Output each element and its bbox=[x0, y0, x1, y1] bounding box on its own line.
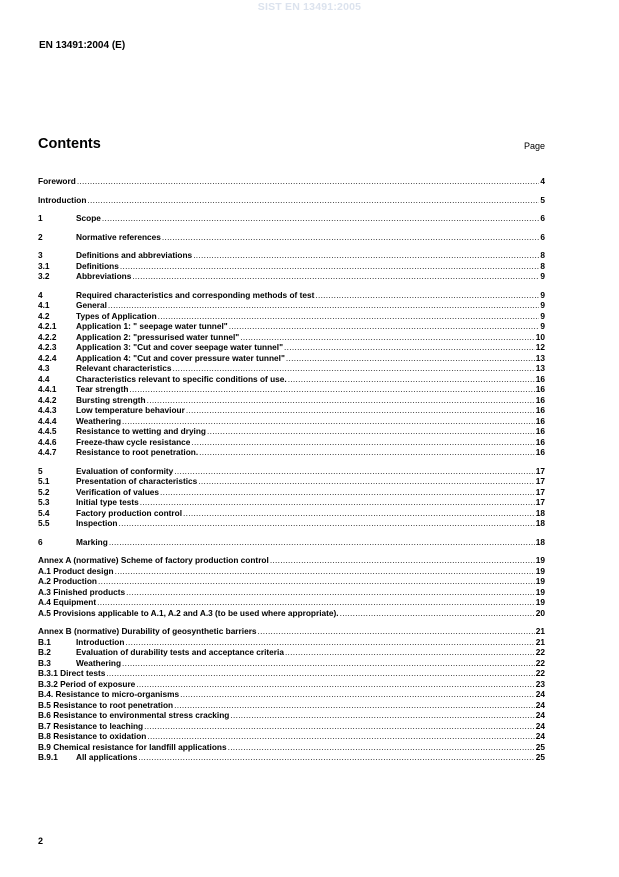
toc-entry-title: Tear strength bbox=[76, 384, 129, 394]
toc-entry-title: Annex A (normative) Scheme of factory production control bbox=[38, 555, 269, 565]
toc-entry-title: Types of Application bbox=[76, 310, 157, 321]
toc-entry-title: Application 3: "Cut and cover seepage water tunnel" bbox=[76, 342, 284, 352]
toc-entry-number: 4.4.3 bbox=[38, 405, 57, 415]
toc-dot-leader bbox=[102, 213, 539, 224]
toc-entry[interactable] bbox=[38, 342, 545, 353]
toc-entry[interactable] bbox=[38, 437, 545, 448]
toc-dot-leader bbox=[126, 587, 535, 598]
toc-entry-number: 5.1 bbox=[38, 476, 50, 486]
toc-dot-leader bbox=[288, 374, 535, 385]
toc-entry[interactable] bbox=[38, 195, 545, 206]
toc-entry-title: Annex B (normative) Durability of geosynthetic barriers bbox=[38, 626, 257, 636]
toc-entry-title: Presentation of characteristics bbox=[76, 476, 198, 486]
page-number: 2 bbox=[38, 836, 44, 846]
toc-entry-page: 13 bbox=[535, 363, 545, 373]
toc-entry-page: 18 bbox=[535, 536, 545, 547]
toc-entry-title: Bursting strength bbox=[76, 394, 146, 405]
document-header: EN 13491:2004 (E) bbox=[39, 40, 126, 51]
toc-entry[interactable] bbox=[38, 271, 545, 282]
toc-dot-leader bbox=[120, 261, 540, 272]
toc-dot-leader bbox=[136, 679, 534, 690]
toc-entry-number: 1 bbox=[38, 213, 43, 223]
toc-dot-leader bbox=[147, 731, 534, 742]
toc-entry[interactable] bbox=[38, 721, 545, 732]
toc-dot-leader bbox=[229, 321, 540, 332]
toc-entry-number: B.2 bbox=[38, 647, 51, 657]
toc-entry[interactable] bbox=[38, 647, 545, 658]
toc-dot-leader bbox=[119, 518, 535, 529]
toc-entry-number: 4.4.1 bbox=[38, 384, 57, 394]
toc-entry-page: 16 bbox=[535, 436, 545, 447]
toc-entry[interactable] bbox=[38, 487, 545, 498]
toc-entry[interactable] bbox=[38, 752, 545, 763]
toc-dot-leader bbox=[108, 300, 539, 311]
toc-dot-leader bbox=[129, 384, 534, 395]
toc-entry-title: A.3 Finished products bbox=[38, 586, 126, 597]
toc-dot-leader bbox=[98, 576, 535, 587]
toc-dot-leader bbox=[138, 752, 534, 763]
toc-dot-leader bbox=[315, 290, 539, 301]
toc-entry[interactable] bbox=[38, 466, 545, 477]
toc-entry-number: 4.4.5 bbox=[38, 426, 57, 436]
toc-entry-number: 3.2 bbox=[38, 271, 50, 281]
toc-entry-page: 25 bbox=[535, 741, 545, 752]
toc-entry-title: Weathering bbox=[76, 415, 122, 426]
toc-entry[interactable] bbox=[38, 742, 545, 753]
contents-title: Contents bbox=[38, 136, 101, 152]
toc-dot-leader bbox=[284, 342, 535, 353]
toc-entry-title: All applications bbox=[76, 752, 138, 762]
toc-entry-page: 17 bbox=[535, 497, 545, 507]
toc-entry-title: Factory production control bbox=[76, 507, 183, 518]
toc-entry-title: B.9 Chemical resistance for landfill applications bbox=[38, 741, 227, 752]
toc-entry-title: A.5 Provisions applicable to A.1, A.2 and A.3 (to be used where appropriate). bbox=[38, 607, 339, 618]
toc-entry[interactable] bbox=[38, 416, 545, 427]
toc-entry-title: Application 4: "Cut and cover pressure water tunnel" bbox=[76, 352, 285, 363]
toc-entry-page: 9 bbox=[540, 289, 545, 300]
toc-dot-leader bbox=[174, 466, 535, 477]
toc-entry-page: 17 bbox=[535, 476, 545, 486]
toc-dot-leader bbox=[285, 647, 535, 658]
toc-dot-leader bbox=[109, 537, 535, 548]
toc-entry[interactable] bbox=[38, 405, 545, 416]
toc-entry-page: 17 bbox=[535, 465, 545, 476]
toc-entry[interactable] bbox=[38, 658, 545, 669]
toc-entry-page: 4 bbox=[540, 176, 545, 186]
toc-entry-page: 25 bbox=[535, 752, 545, 762]
toc-entry-page: 18 bbox=[535, 518, 545, 528]
toc-entry-title: Verification of values bbox=[76, 486, 159, 497]
toc-entry-page: 17 bbox=[535, 486, 545, 497]
toc-entry-page: 22 bbox=[535, 647, 545, 657]
toc-dot-leader bbox=[258, 626, 535, 637]
toc-entry-title: A.2 Production bbox=[38, 576, 98, 586]
toc-entry-number: 6 bbox=[38, 536, 43, 547]
toc-entry[interactable] bbox=[38, 555, 545, 566]
toc-entry-number: 3 bbox=[38, 250, 43, 260]
toc-entry-number: B.3 bbox=[38, 657, 51, 668]
toc-dot-leader bbox=[286, 353, 535, 364]
toc-entry-page: 24 bbox=[535, 731, 545, 741]
page-column-label: Page bbox=[523, 141, 545, 151]
toc-entry[interactable] bbox=[38, 679, 545, 690]
toc-entry[interactable] bbox=[38, 290, 545, 301]
toc-entry-title: B.8 Resistance to oxidation bbox=[38, 731, 147, 741]
toc-entry-page: 20 bbox=[535, 607, 545, 618]
toc-dot-leader bbox=[125, 637, 534, 648]
toc-entry-number: 4.2.4 bbox=[38, 352, 57, 363]
toc-entry-number: 4.2.2 bbox=[38, 331, 57, 342]
toc-entry-number: 4.4.2 bbox=[38, 394, 57, 405]
toc-entry-page: 16 bbox=[535, 415, 545, 426]
toc-dot-leader bbox=[240, 332, 535, 343]
toc-entry-page: 12 bbox=[535, 342, 545, 352]
toc-entry-title: Relevant characteristics bbox=[76, 363, 172, 373]
toc-dot-leader bbox=[77, 176, 540, 187]
toc-entry-page: 24 bbox=[535, 689, 545, 699]
toc-entry-number: 4.4.6 bbox=[38, 436, 57, 447]
toc-dot-leader bbox=[132, 271, 539, 282]
toc-entry-page: 13 bbox=[535, 352, 545, 363]
toc-entry-number: B.9.1 bbox=[38, 752, 58, 762]
toc-entry-number: 4 bbox=[38, 289, 43, 300]
toc-entry-title: Marking bbox=[76, 536, 108, 547]
toc-entry-page: 16 bbox=[535, 373, 545, 384]
toc-dot-leader bbox=[87, 195, 539, 206]
toc-entry-number: 5.5 bbox=[38, 518, 50, 528]
toc-entry-title: Definitions bbox=[76, 260, 119, 271]
toc-entry[interactable] bbox=[38, 518, 545, 529]
toc-entry-page: 6 bbox=[540, 231, 545, 242]
toc-entry-title: A.4 Equipment bbox=[38, 597, 97, 607]
toc-entry-page: 8 bbox=[540, 260, 545, 271]
toc-entry-page: 16 bbox=[535, 426, 545, 436]
toc-entry[interactable] bbox=[38, 597, 545, 608]
toc-entry-number: 4.2.1 bbox=[38, 321, 57, 331]
toc-dot-leader bbox=[183, 508, 535, 519]
toc-entry-page: 23 bbox=[535, 678, 545, 689]
toc-entry-page: 10 bbox=[535, 331, 545, 342]
toc-entry[interactable] bbox=[38, 537, 545, 548]
table-of-contents bbox=[38, 176, 545, 763]
toc-dot-leader bbox=[186, 405, 535, 416]
toc-entry-page: 24 bbox=[535, 699, 545, 710]
toc-dot-leader bbox=[158, 311, 540, 322]
toc-dot-leader bbox=[140, 497, 535, 508]
toc-entry-title: Resistance to wetting and drying bbox=[76, 426, 207, 436]
toc-entry-page: 9 bbox=[540, 321, 545, 331]
toc-dot-leader bbox=[340, 608, 535, 619]
toc-entry[interactable] bbox=[38, 637, 545, 648]
toc-entry-title: B.3.2 Period of exposure bbox=[38, 678, 136, 689]
toc-entry-page: 19 bbox=[535, 576, 545, 586]
toc-entry-page: 22 bbox=[535, 657, 545, 668]
toc-entry-number: 4.2.3 bbox=[38, 342, 57, 352]
toc-entry[interactable] bbox=[38, 710, 545, 721]
toc-entry[interactable] bbox=[38, 587, 545, 598]
toc-entry-title: B.4. Resistance to micro-organisms bbox=[38, 689, 180, 699]
toc-entry-number: 4.1 bbox=[38, 300, 50, 310]
toc-entry[interactable] bbox=[38, 213, 545, 224]
toc-dot-leader bbox=[207, 426, 535, 437]
toc-entry-title: Scope bbox=[76, 213, 101, 223]
toc-dot-leader bbox=[115, 566, 535, 577]
toc-entry-page: 16 bbox=[535, 405, 545, 415]
toc-entry-number: 2 bbox=[38, 231, 43, 242]
toc-dot-leader bbox=[193, 250, 539, 261]
toc-entry-title: B.5 Resistance to root penetration bbox=[38, 699, 174, 710]
toc-dot-leader bbox=[199, 447, 535, 458]
toc-entry-title: Weathering bbox=[76, 657, 122, 668]
toc-entry-title: Characteristics relevant to specific conditions of use. bbox=[76, 373, 287, 384]
toc-entry[interactable] bbox=[38, 321, 545, 332]
toc-entry-title: Freeze-thaw cycle resistance bbox=[76, 436, 191, 447]
toc-entry[interactable] bbox=[38, 476, 545, 487]
toc-entry[interactable] bbox=[38, 176, 545, 187]
toc-entry-title: B.6 Resistance to environmental stress cracking bbox=[38, 710, 230, 720]
toc-entry[interactable] bbox=[38, 700, 545, 711]
toc-entry[interactable] bbox=[38, 566, 545, 577]
toc-entry-title: Initial type tests bbox=[76, 497, 139, 507]
toc-entry-title: Application 2: "pressurised water tunnel" bbox=[76, 331, 240, 342]
toc-entry-page: 19 bbox=[535, 586, 545, 597]
toc-entry-title: B.3.1 Direct tests bbox=[38, 668, 106, 678]
toc-entry-number: 3.1 bbox=[38, 260, 50, 271]
toc-entry-title: Required characteristics and corresponding methods of test bbox=[76, 289, 315, 300]
toc-dot-leader bbox=[228, 742, 535, 753]
toc-entry-page: 16 bbox=[535, 447, 545, 457]
toc-entry[interactable] bbox=[38, 608, 545, 619]
toc-entry-page: 19 bbox=[535, 565, 545, 576]
toc-entry-title: Inspection bbox=[76, 518, 118, 528]
toc-dot-leader bbox=[270, 555, 535, 566]
toc-entry-title: Low temperature behaviour bbox=[76, 405, 185, 415]
toc-entry[interactable] bbox=[38, 426, 545, 437]
toc-entry[interactable] bbox=[38, 576, 545, 587]
toc-dot-leader bbox=[198, 476, 534, 487]
toc-entry-page: 24 bbox=[535, 710, 545, 720]
toc-entry-page: 9 bbox=[540, 310, 545, 321]
toc-dot-leader bbox=[160, 487, 535, 498]
toc-entry[interactable] bbox=[38, 668, 545, 679]
toc-entry-number: 5.3 bbox=[38, 497, 50, 507]
toc-dot-leader bbox=[106, 668, 534, 679]
toc-entry-page: 16 bbox=[535, 384, 545, 394]
toc-dot-leader bbox=[147, 395, 535, 406]
toc-entry-number: 4.4.4 bbox=[38, 415, 57, 426]
toc-entry[interactable] bbox=[38, 332, 545, 343]
toc-entry-title: Introduction bbox=[76, 636, 125, 647]
toc-entry-page: 6 bbox=[540, 213, 545, 223]
toc-entry[interactable] bbox=[38, 395, 545, 406]
toc-entry[interactable] bbox=[38, 232, 545, 243]
toc-entry[interactable] bbox=[38, 508, 545, 519]
toc-entry-title: Definitions and abbreviations bbox=[76, 250, 193, 260]
toc-dot-leader bbox=[172, 363, 534, 374]
toc-entry-page: 22 bbox=[535, 668, 545, 678]
toc-entry-number: 4.4.7 bbox=[38, 447, 57, 457]
toc-entry-page: 19 bbox=[535, 555, 545, 565]
toc-entry[interactable] bbox=[38, 374, 545, 385]
toc-entry-page: 19 bbox=[535, 597, 545, 607]
toc-dot-leader bbox=[122, 658, 535, 669]
toc-entry-number: 5.2 bbox=[38, 486, 50, 497]
toc-entry-number: B.1 bbox=[38, 636, 51, 647]
toc-entry-title: Application 1: " seepage water tunnel" bbox=[76, 321, 228, 331]
toc-entry-page: 21 bbox=[535, 636, 545, 647]
toc-entry-page: 9 bbox=[540, 271, 545, 281]
toc-entry-page: 24 bbox=[535, 720, 545, 731]
toc-entry-number: 4.3 bbox=[38, 363, 50, 373]
toc-entry[interactable] bbox=[38, 497, 545, 508]
toc-dot-leader bbox=[144, 721, 535, 732]
toc-entry[interactable] bbox=[38, 626, 545, 637]
toc-entry-title: General bbox=[76, 300, 107, 310]
toc-entry-title: Resistance to root penetration. bbox=[76, 447, 199, 457]
toc-entry[interactable] bbox=[38, 384, 545, 395]
toc-dot-leader bbox=[191, 437, 534, 448]
toc-entry-title: B.7 Resistance to leaching bbox=[38, 720, 144, 731]
toc-dot-leader bbox=[230, 710, 534, 721]
toc-entry[interactable] bbox=[38, 447, 545, 458]
toc-entry-number: 4.4 bbox=[38, 373, 50, 384]
toc-entry-number: 5 bbox=[38, 465, 43, 476]
toc-entry-page: 8 bbox=[540, 250, 545, 260]
toc-entry-title: Introduction bbox=[38, 194, 87, 205]
toc-entry-title: Normative references bbox=[76, 231, 161, 242]
toc-entry[interactable] bbox=[38, 363, 545, 374]
toc-entry[interactable] bbox=[38, 731, 545, 742]
toc-entry-title: Foreword bbox=[38, 176, 76, 186]
toc-dot-leader bbox=[174, 700, 535, 711]
toc-entry-page: 16 bbox=[535, 394, 545, 405]
toc-entry[interactable] bbox=[38, 311, 545, 322]
toc-entry[interactable] bbox=[38, 261, 545, 272]
toc-entry-page: 5 bbox=[540, 194, 545, 205]
toc-entry[interactable] bbox=[38, 250, 545, 261]
toc-dot-leader bbox=[97, 597, 535, 608]
toc-dot-leader bbox=[180, 689, 535, 700]
toc-entry-page: 18 bbox=[535, 507, 545, 518]
toc-entry-page: 21 bbox=[535, 626, 545, 636]
watermark: SIST EN 13491:2005 bbox=[257, 1, 362, 13]
toc-entry-number: 5.4 bbox=[38, 507, 50, 518]
toc-dot-leader bbox=[162, 232, 540, 243]
toc-entry-page: 9 bbox=[540, 300, 545, 310]
toc-entry-title: Evaluation of conformity bbox=[76, 465, 174, 476]
toc-dot-leader bbox=[122, 416, 535, 427]
toc-entry-title: A.1 Product design bbox=[38, 565, 114, 576]
toc-entry[interactable] bbox=[38, 689, 545, 700]
toc-entry-number: 4.2 bbox=[38, 310, 50, 321]
toc-entry[interactable] bbox=[38, 353, 545, 364]
toc-entry[interactable] bbox=[38, 300, 545, 311]
toc-entry-title: Abbreviations bbox=[76, 271, 132, 281]
toc-entry-title: Evaluation of durability tests and acceptance criteria bbox=[76, 647, 284, 657]
